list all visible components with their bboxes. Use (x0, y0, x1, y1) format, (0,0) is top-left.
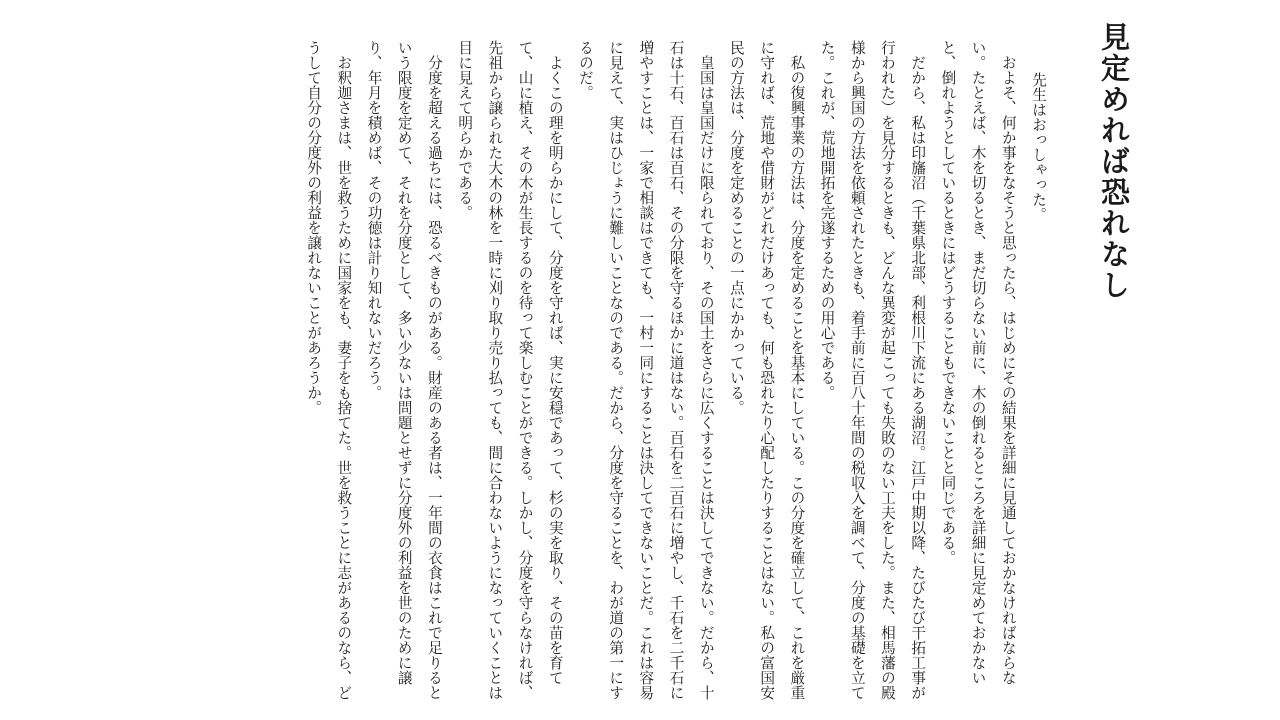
paragraph-1: 先生はおっしゃった。 (1030, 72, 1047, 223)
document-title: 見定めれば恐れなし (1097, 22, 1131, 301)
paragraph-2: およそ、何か事をなそうと思ったら、はじめにその結果を詳細に見通しておかなければならない。たとえば、木を切るとき、まだ切らない前に、木の倒れるところを詳細に見定めておかないと、倒れようとしているときにはどうすることもできないことと同じである。 (939, 40, 1017, 685)
paragraph-4: 私の復興事業の方法は、分度を定めることを基本にしている。この分度を確立して、これを厳重に守れば、荒地や借財がどれだけあっても、何も恐れたり心配したりすることはない。私の富国安民の方法は、分度を定めることの一点にかかっている。 (727, 40, 806, 700)
paragraph-5: 皇国は皇国だけに限られており、その国土をさらに広くすることは決してできない。だから、十石は十石、百石は百石、その分限を守るほかに道はない。百石を二百石に増やし、千石を二千石に増やすことは、一家で相談はできても、一村一同にすることは決してできないことだ。これは容易に見えて、実はひじょうに難しいことなのである。だから、分度を守ることを、わが道の第一にするのだ。 (576, 40, 715, 700)
paragraph-7: 分度を超える過ちには、恐るべきものがある。財産のある者は、一年間の衣食はこれで足りるという限度を定めて、それを分度として、多い少ないは問題とせずに分度外の利益を世のために譲り、年月を積めば、その功徳は計り知れないだろう。 (365, 40, 443, 700)
paragraph-8: お釈迦さまは、世を救うために国家をも、妻子をも捨てた。世を救うことに志があるのなら、どうして自分の分度外の利益を譲れないことがあろうか。 (305, 40, 353, 700)
paragraph-3: だから、私は印旛沼（千葉県北部、利根川下流にある湖沼。江戸中期以降、たびたび干拓工事が行われた）を見分するときも、どんな異変が起こっても失敗のない工夫をした。また、相馬藩の殿様から興国の方法を依頼されたときも、着手前に百八十年間の税収入を調べて、分度の基礎を立てた。これが、荒地開拓を完遂するための用心である。 (818, 40, 927, 700)
paragraph-6: よくこの理を明らかにして、分度を守れば、実に安穏であって、杉の実を取り、その苗を育てて、山に植え、その木が生長するのを待って楽しむことができる。しかし、分度を守らなければ、先祖から譲られた大木の林を一時に刈り取り売り払っても、間に合わないようになっていくことは目に見えて明らかである。 (456, 40, 564, 700)
document-body (205, 40, 1053, 712)
